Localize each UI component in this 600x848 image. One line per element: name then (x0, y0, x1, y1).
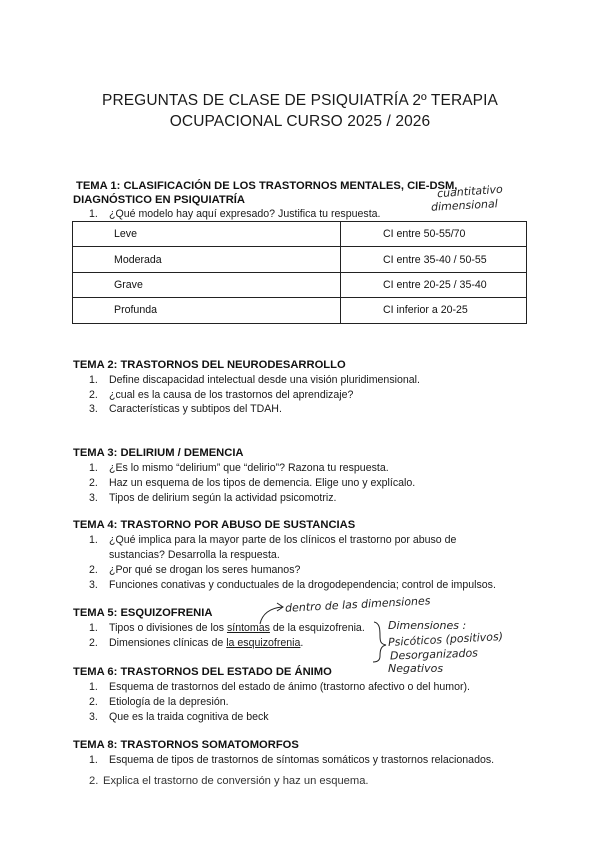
question-number: 1. (89, 681, 98, 693)
handwritten-note: Desorganizados (389, 646, 479, 663)
question-text: Etiología de la depresión. (109, 696, 229, 708)
question-number: 1. (89, 534, 98, 546)
handwritten-note: Negativos (388, 662, 444, 675)
question-text: Dimensiones clínicas de (109, 637, 227, 649)
table-cell-grade: Profunda (73, 298, 341, 323)
table-cell-ci: CI inferior a 20-25 (341, 298, 527, 323)
question-number: 2. (89, 564, 98, 576)
table-cell-grade: Moderada (73, 247, 341, 272)
question-text-end: de la esquizofrenia. (269, 622, 365, 634)
table-cell-ci: CI entre 50-55/70 (341, 222, 527, 247)
table-cell-grade: Leve (73, 222, 341, 247)
tema4-question-1-continuation: sustancias? Desarrolla la respuesta. (109, 549, 280, 561)
tema6-heading: TEMA 6: TRASTORNOS DEL ESTADO DE ÁNIMO (73, 666, 332, 678)
question-number: 2. (89, 775, 99, 787)
table-row (73, 298, 527, 323)
tema8-question-1 (89, 754, 494, 766)
question-number: 3. (89, 711, 98, 723)
table-cell-ci: CI entre 35-40 / 50-55 (341, 247, 527, 272)
question-text: ¿cual es la causa de los trastornos del aprendizaje? (109, 389, 354, 401)
page-title-line2: OCUPACIONAL CURSO 2025 / 2026 (169, 113, 431, 130)
question-text: Haz un esquema de los tipos de demencia. Elige uno y explícalo. (109, 477, 416, 489)
tema8-question-2 (89, 775, 369, 787)
question-number: 2. (89, 696, 98, 708)
question-text-end: . (300, 637, 304, 649)
question-text: ¿Es lo mismo “delirium” que “delirio”? Razona tu respuesta. (109, 462, 389, 474)
tema4-question-2 (89, 564, 300, 576)
tema1-heading-line2: DIAGNÓSTICO EN PSIQUIATRÍA (73, 194, 245, 206)
question-text: Esquema de trastornos del estado de ánimo (trastorno afectivo o del humor). (109, 681, 470, 693)
question-number: 1. (89, 462, 98, 474)
question-number: 1. (89, 622, 98, 634)
tema5-heading: TEMA 5: ESQUIZOFRENIA (73, 607, 213, 619)
tema2-question-1 (89, 374, 420, 386)
question-number: 1. (89, 208, 98, 220)
question-text: Tipos o divisiones de los (109, 622, 227, 634)
question-number: 2. (89, 637, 98, 649)
handwritten-note: Dimensiones : (388, 619, 467, 632)
table-row (73, 247, 527, 272)
question-text: Características y subtipos del TDAH. (109, 403, 282, 415)
tema3-question-2 (89, 477, 415, 489)
question-text: Que es la traida cognitiva de beck (109, 711, 269, 723)
question-text: Esquema de tipos de trastornos de síntomas somáticos y trastornos relacionados. (109, 754, 495, 766)
handwritten-note: cuantitativo (436, 182, 504, 201)
table-row (73, 222, 527, 247)
question-text: ¿Por qué se drogan los seres humanos? (109, 564, 301, 576)
question-text: Define discapacidad intelectual desde una visión pluridimensional. (109, 374, 420, 386)
table-cell-ci: CI entre 20-25 / 35-40 (341, 272, 527, 297)
question-text: ¿Qué modelo hay aquí expresado? Justifica tu respuesta. (109, 208, 381, 220)
handwritten-note: dimensional (430, 197, 499, 214)
tema3-question-1 (89, 462, 389, 474)
bracket-icon (373, 622, 386, 662)
question-text: Funciones conativas y conductuales de la drogodependencia; control de impulsos. (109, 579, 496, 591)
tema6-question-3 (89, 711, 269, 723)
tema2-question-2 (89, 389, 353, 401)
ci-classification-table (72, 221, 527, 324)
question-number: 1. (89, 754, 98, 766)
question-number: 2. (89, 477, 98, 489)
tema2-question-3 (89, 403, 282, 415)
tema1-question-1 (89, 208, 380, 220)
question-number: 2. (89, 389, 98, 401)
tema6-question-2 (89, 696, 229, 708)
question-number: 3. (89, 579, 98, 591)
tema2-heading: TEMA 2: TRASTORNOS DEL NEURODESARROLLO (73, 359, 346, 371)
question-text: ¿Qué implica para la mayor parte de los clínicos el trastorno por abuso de (109, 534, 457, 546)
underlined-text: síntomas (226, 622, 270, 634)
tema6-question-1 (89, 681, 470, 693)
underlined-text: la esquizofrenia (226, 637, 301, 649)
question-number: 3. (89, 492, 98, 504)
table-row (73, 272, 527, 297)
tema8-heading: TEMA 8: TRASTORNOS SOMATOMORFOS (73, 739, 299, 751)
question-text: Tipos de delirium según la actividad psicomotriz. (109, 492, 337, 504)
tema1-heading: TEMA 1: CLASIFICACIÓN DE LOS TRASTORNOS MENTALES, CIE-DSM, (76, 180, 458, 192)
table-cell-grade: Grave (73, 272, 341, 297)
tema4-question-3 (89, 579, 496, 591)
handwritten-note: Psicóticos (positivos) (387, 629, 504, 650)
tema3-heading: TEMA 3: DELIRIUM / DEMENCIA (73, 447, 244, 459)
tema3-question-3 (89, 492, 336, 504)
question-text: Explica el trastorno de conversión y haz un esquema. (103, 775, 369, 787)
tema4-question-1 (89, 534, 456, 546)
question-number: 1. (89, 374, 98, 386)
tema4-heading: TEMA 4: TRASTORNO POR ABUSO DE SUSTANCIAS (73, 519, 356, 531)
question-number: 3. (89, 403, 98, 415)
page-title-line1: PREGUNTAS DE CLASE DE PSIQUIATRÍA 2º TERAPIA (102, 92, 498, 109)
handwritten-note: dentro de las dimensiones (284, 594, 431, 615)
